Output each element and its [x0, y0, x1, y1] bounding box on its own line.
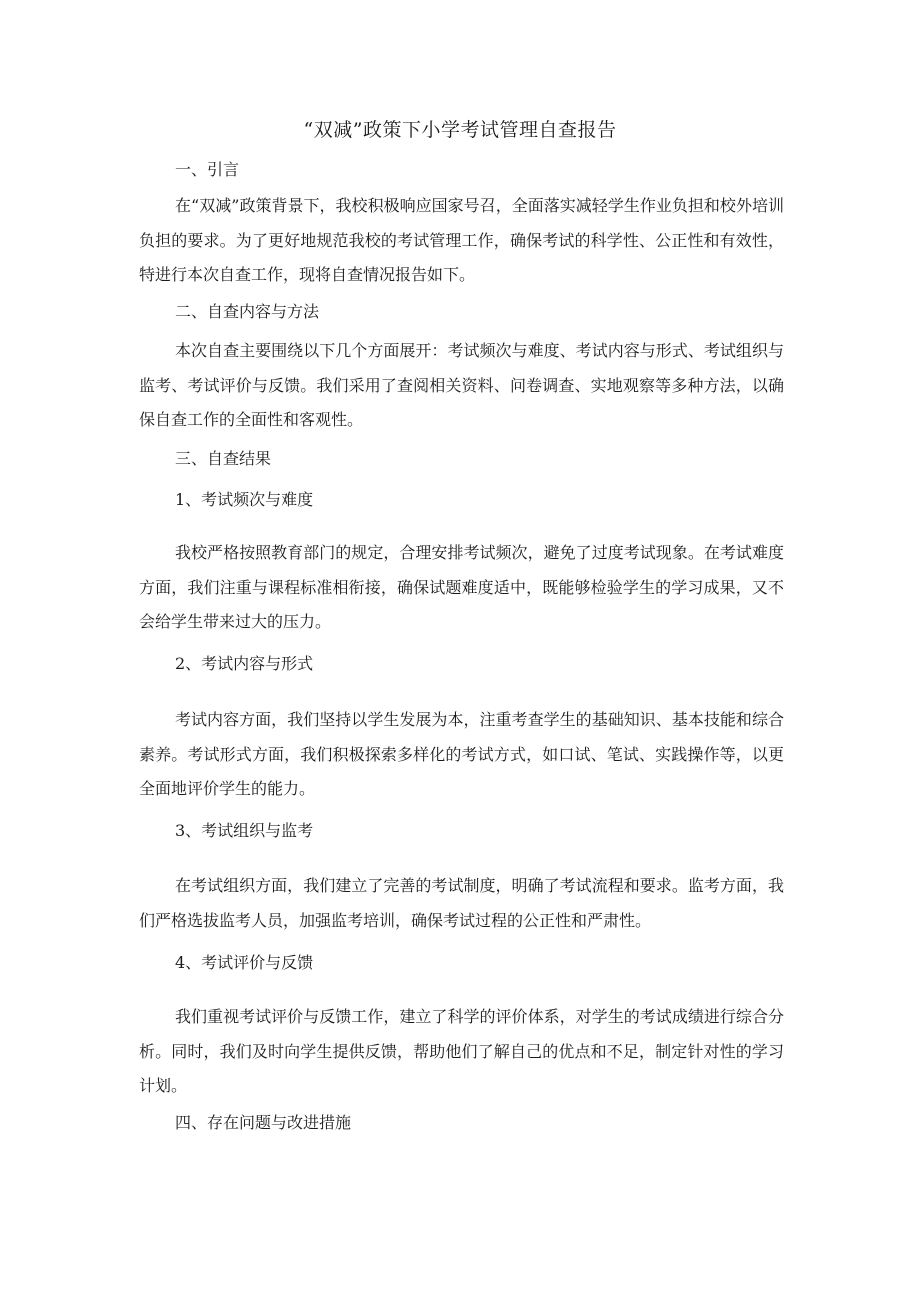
- paragraph-evaluation: 我们重视考试评价与反馈工作，建立了科学的评价体系，对学生的考试成绩进行综合分析。同时，我们及时向学生提供反馈，帮助他们了解自己的优点和不足，制定针对性的学习计划。: [139, 1007, 784, 1095]
- paragraph-content-form: 考试内容方面，我们坚持以学生发展为本，注重考查学生的基础知识、基本技能和综合素养。考试形式方面，我们积极探索多样化的考试方式，如口试、笔试、实践操作等，以更全面地评价学生的能力。: [139, 710, 784, 798]
- subsection-heading-content-form: 2、考试内容与形式: [175, 654, 314, 673]
- subsection-heading-evaluation: 4、考试评价与反馈: [175, 953, 314, 972]
- paragraph-frequency: 我校严格按照教育部门的规定，合理安排考试频次，避免了过度考试现象。在考试难度方面，我们注重与课程标准相衔接，确保试题难度适中，既能够检验学生的学习成果，又不会给学生带来过大的压力。: [139, 543, 784, 631]
- subsection-heading-organization: 3、考试组织与监考: [175, 821, 314, 840]
- section-heading-results: 三、自查结果: [175, 449, 272, 468]
- document-title: “双减”政策下小学考试管理自查报告: [303, 119, 617, 141]
- paragraph-intro: 在“双减”政策背景下，我校积极响应国家号召，全面落实减轻学生作业负担和校外培训负担的要求。为了更好地规范我校的考试管理工作，确保考试的科学性、公正性和有效性，特进行本次自查工作，现将自查情况报告如下。: [139, 196, 784, 284]
- section-heading-content-method: 二、自查内容与方法: [175, 302, 320, 321]
- section-heading-issues: 四、存在问题与改进措施: [175, 1113, 352, 1132]
- paragraph-organization: 在考试组织方面，我们建立了完善的考试制度，明确了考试流程和要求。监考方面，我们严格选拔监考人员，加强监考培训，确保考试过程的公正性和严肃性。: [139, 876, 784, 930]
- section-heading-intro: 一、引言: [175, 160, 240, 179]
- paragraph-content-method: 本次自查主要围绕以下几个方面展开：考试频次与难度、考试内容与形式、考试组织与监考、考试评价与反馈。我们采用了查阅相关资料、问卷调查、实地观察等多种方法，以确保自查工作的全面性和客观性。: [139, 341, 784, 429]
- subsection-heading-frequency: 1、考试频次与难度: [175, 490, 314, 509]
